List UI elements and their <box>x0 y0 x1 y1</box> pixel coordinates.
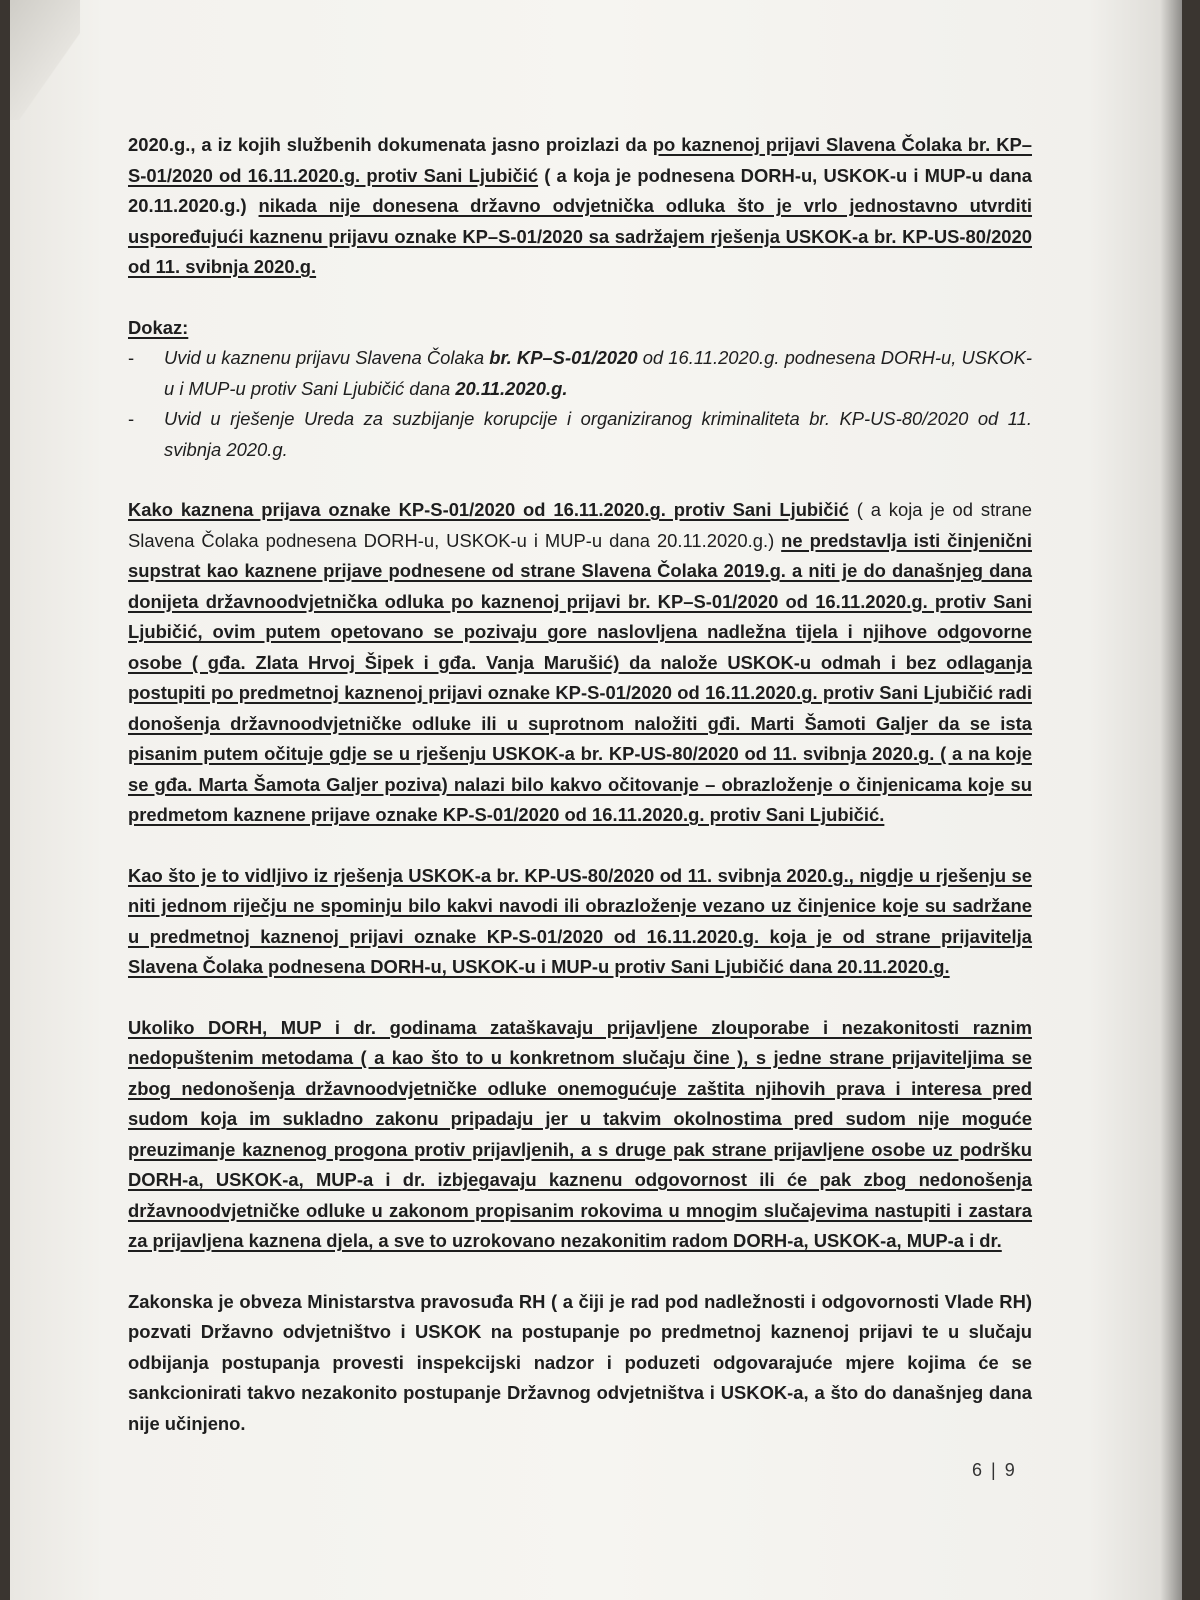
evidence-item-1-ref: br. KP–S-01/2020 <box>489 347 638 368</box>
paragraph-1-middle: ( a koja je podnesena DORH-u, USKOK-u i MUP-u dana 20.11.2020.g.) <box>128 164 1032 216</box>
evidence-item-1: - Uvid u kaznenu prijavu Slavena Čolaka br. KP–S-01/2020 od 16.11.2020.g. podnesena DORH-u, USKOK-u i MUP-u protiv Sani Ljubičić dana 20.11.2020.g. <box>128 343 1032 404</box>
paragraph-3: Kao što je to vidljivo iz rješenja USKOK-a br. KP-US-80/2020 od 11. svibnja 2020.g., nigdje u rješenju se niti jednom riječju ne spominju bilo kakvi navodi ili obrazloženje vezano uz činjenice koje su sadržane u predmetnoj kaznenoj prijavi oznake KP-S-01/2020 od 16.11.2020.g. koja je od strane prijavitelja Slavena Čolaka podnesena DORH-u, USKOK-u i MUP-u protiv Sani Ljubičić dana 20.11.2020.g. <box>128 864 1032 977</box>
paragraph-2-body: ne predstavlja isti činjenični supstrat kao kaznene prijave podnesene od strane Slavena Čolaka 2019.g. a niti je do današnjeg dana donijeta državnoodvjetnička odluka po kaznenoj prijavi br. KP–S-01/2020 od 16.11.2020.g. protiv Sani Ljubičić, ovim putem opetovano se pozivaju gore naslovljena nadležna tijela i njihove odgovorne osobe ( gđa. Zlata Hrvoj Šipek i gđa. Vanja Marušić) da nalože USKOK-u odmah i bez odlaganja postupiti po predmetnoj kaznenoj prijavi oznake KP-S-01/2020 od 16.11.2020.g. protiv Sani Ljubičić radi donošenja državnoodvjetničke odluke ili u suprotnom naložiti gđi. Marti Šamoti Galjer da se ista pisanim putem očituje gdje se u rješenju USKOK-a br. KP-US-80/2020 od 11. svibnja 2020.g. ( a na koje se gđa. Marta Šamota Galjer poziva) nalazi bilo kakvo očitovanje – obrazloženje o činjenicama koje su predmetom kaznene prijave oznake KP-S-01/2020 od 16.11.2020.g. protiv Sani Ljubičić. <box>128 529 1032 825</box>
page-edge-shadow <box>1160 0 1182 1600</box>
paragraph-1 <box>128 130 1032 283</box>
paragraph-2-middle: ( a koja je od strane Slavena Čolaka podnesena DORH-u, USKOK-u i MUP-u dana 20.11.2020.g.) <box>128 499 1032 551</box>
paragraph-1-underlined-b: nikada nije donesena državno odvjetnička odluka što je vrlo jednostavno utvrditi uspoređujući kaznenu prijavu oznake KP–S-01/2020 sa sadržajem rješenja USKOK-a br. KP-US-80/2020 od 11. svibnja 2020.g. <box>128 195 1032 277</box>
evidence-item-1-date: 20.11.2020.g. <box>455 377 568 399</box>
paragraph-1-intro: 2020.g., a iz kojih službenih dokumenata jasno proizlazi da <box>128 134 653 155</box>
evidence-item-2: - Uvid u rješenje Ureda za suzbijanje korupcije i organiziranog kriminaliteta br. KP-US-80/2020 od 11. svibnja 2020.g. <box>128 404 1032 465</box>
document-body <box>128 130 1032 1469</box>
document-page <box>10 0 1182 1600</box>
paragraph-4: Ukoliko DORH, MUP i dr. godinama zataškavaju prijavljene zlouporabe i nezakonitosti raznim nedopuštenim metodama ( a kao što to u konkretnom slučaju čine ), s jedne strane prijaviteljima se zbog nedonošenja državnoodvjetničke odluke onemogućuje zaštita njihovih prava i interesa pred sudom koja im sukladno zakonu pripadaju jer u takvim okolnostima pred sudom nije moguće preuzimanje kaznenog progona protiv prijavljenih, a s druge pak strane prijavljene osobe uz podršku DORH-a, USKOK-a, MUP-a i dr. izbjegavaju kaznenu odgovornost ili će pak zbog nedonošenja državnoodvjetničke odluke u zakonom propisanim rokovima u mnogim slučajevima nastupiti i zastara za prijavljena kaznena djela, a sve to uzrokovano nezakonitim radom DORH-a, USKOK-a, MUP-a i dr. <box>128 1016 1032 1251</box>
evidence-heading: Dokaz: <box>128 316 189 338</box>
page-number: 6 | 9 <box>972 1460 1017 1480</box>
list-dash: - <box>128 347 135 368</box>
paragraph-2-lead: Kako kaznena prijava oznake KP-S-01/2020 od 16.11.2020.g. protiv Sani Ljubičić <box>128 499 849 520</box>
paragraph-1-underlined-a: po kaznenoj prijavi Slavena Čolaka br. KP–S-01/2020 od 16.11.2020.g. protiv Sani Ljubičić <box>128 134 1032 186</box>
evidence-list <box>128 343 1032 465</box>
page-fold-corner <box>10 0 80 120</box>
paragraph-2 <box>128 495 1032 831</box>
paragraph-5: Zakonska je obveza Ministarstva pravosuđa RH ( a čiji je rad pod nadležnosti i odgovornosti Vlade RH) pozvati Državno odvjetništvo i USKOK na postupanje po predmetnoj kaznenoj prijavi te u slučaju odbijanja postupanja provesti inspekcijski nadzor i poduzeti odgovarajuće mjere kojima će se sankcionirati takvo nezakonito postupanje Državnog odvjetništva i USKOK-a, a što do današnjeg dana nije učinjeno. <box>128 1290 1032 1434</box>
list-dash: - <box>128 408 135 429</box>
